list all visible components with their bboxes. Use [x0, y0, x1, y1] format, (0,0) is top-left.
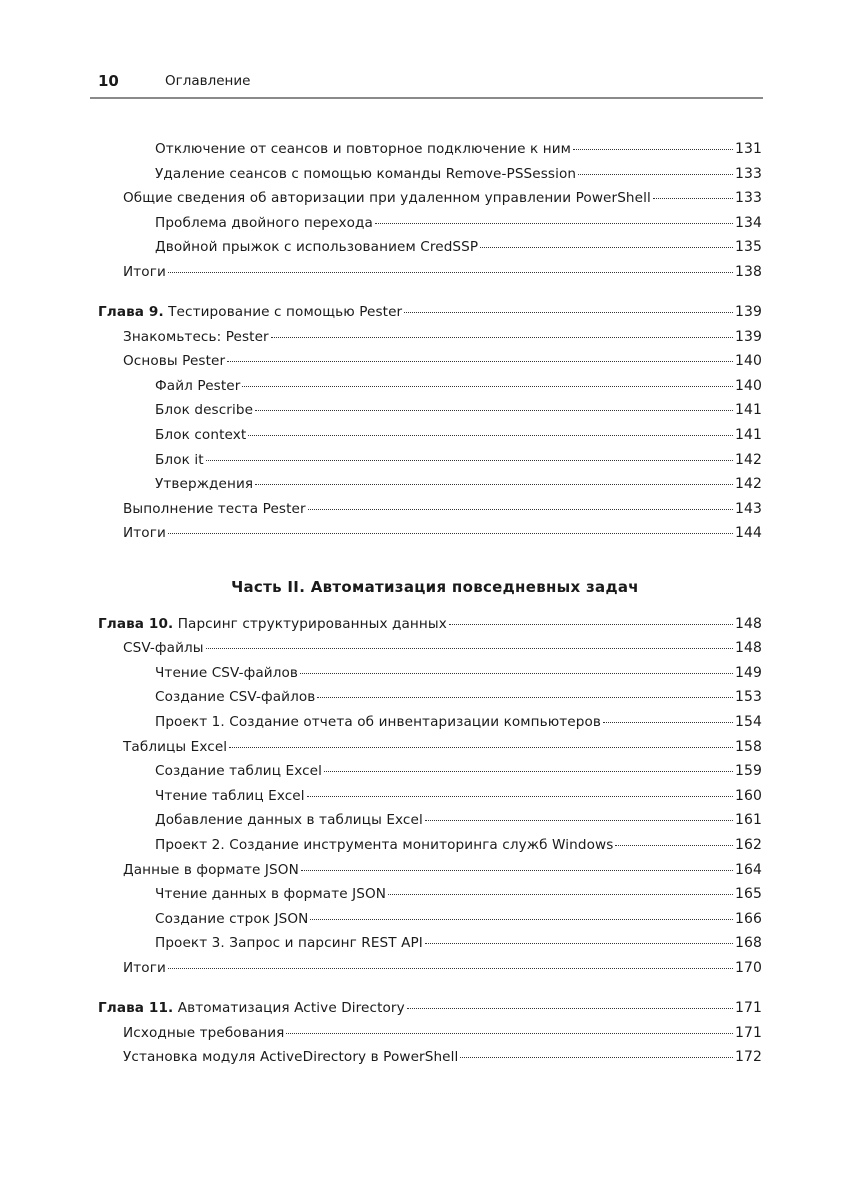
entry-page-number: 149 — [734, 664, 762, 681]
entry-title: CSV-файлы — [123, 640, 204, 657]
chapter-number: Глава 9. — [98, 304, 164, 321]
entry-page-number: 134 — [734, 214, 762, 231]
entry-label — [155, 763, 322, 779]
toc-entry[interactable] — [98, 812, 762, 837]
entry-page-number: 161 — [734, 812, 762, 829]
entry-title: Блок it — [155, 451, 204, 468]
entry-title: Блок describe — [155, 402, 254, 419]
entry-page-number: 142 — [734, 476, 762, 493]
entry-page-number: 162 — [734, 836, 762, 853]
entry-page-number: 143 — [734, 500, 762, 517]
entry-title: Общие сведения об авторизации при удаленном управлении PowerShell — [123, 190, 651, 207]
entry-label — [155, 378, 240, 394]
dot-leader — [227, 361, 733, 362]
toc-entry[interactable] — [98, 501, 762, 526]
dot-leader — [168, 968, 733, 969]
entry-page-number: 135 — [734, 239, 762, 256]
dot-leader — [603, 722, 733, 723]
dot-leader — [308, 509, 733, 510]
entry-label — [155, 665, 298, 681]
entry-label — [123, 525, 166, 541]
entry-page-number: 139 — [734, 304, 762, 321]
entry-title: Проект 2. Создание инструмента мониторинга служб Windows — [155, 836, 614, 853]
dot-leader — [460, 1057, 733, 1058]
entry-label — [123, 1025, 284, 1041]
entry-label — [155, 935, 423, 951]
dot-leader — [573, 149, 733, 150]
entry-page-number: 141 — [734, 402, 762, 419]
toc-entry[interactable] — [98, 911, 762, 936]
toc-entry[interactable] — [98, 166, 762, 191]
dot-leader — [242, 386, 733, 387]
entry-title: Таблицы Excel — [123, 738, 228, 755]
dot-leader — [300, 673, 733, 674]
entry-title: Создание CSV-файлов — [155, 689, 316, 706]
entry-title: Добавление данных в таблицы Excel — [155, 812, 423, 829]
toc-entry[interactable] — [98, 837, 762, 862]
toc-entry[interactable] — [98, 862, 762, 887]
entry-title: Чтение данных в формате JSON — [155, 886, 387, 903]
dot-leader — [578, 174, 733, 175]
toc-entry[interactable] — [98, 378, 762, 403]
entry-label — [155, 427, 246, 443]
entry-title: Итоги — [123, 525, 166, 542]
entry-label — [123, 640, 204, 656]
dot-leader — [307, 796, 733, 797]
dot-leader — [324, 771, 733, 772]
entry-title: Проблема двойного перехода — [155, 214, 373, 231]
toc-entry[interactable] — [98, 476, 762, 501]
toc-entry[interactable] — [98, 739, 762, 764]
entry-title: Проект 3. Запрос и парсинг REST API — [155, 935, 423, 952]
entry-page-number: 133 — [734, 165, 762, 182]
entry-label — [155, 215, 373, 231]
entry-title: Итоги — [123, 263, 166, 280]
entry-page-number: 160 — [734, 787, 762, 804]
entry-label — [155, 476, 253, 492]
dot-leader — [301, 870, 733, 871]
entry-label — [155, 689, 315, 705]
chapter-number: Глава 10. — [98, 615, 174, 632]
entry-page-number: 166 — [734, 910, 762, 927]
entry-title: Основы Pester — [123, 353, 226, 370]
entry-page-number: 153 — [734, 689, 762, 706]
toc-entry[interactable] — [98, 1025, 762, 1050]
toc-chapter-entry[interactable] — [98, 304, 762, 329]
toc-entry[interactable] — [98, 452, 762, 477]
entry-page-number: 171 — [734, 1024, 762, 1041]
toc-entry[interactable] — [98, 427, 762, 452]
toc-entry[interactable] — [98, 788, 762, 813]
toc-chapter-entry[interactable] — [98, 1000, 762, 1025]
toc-entry[interactable] — [98, 141, 762, 166]
toc-entry[interactable] — [98, 640, 762, 665]
entry-page-number: 139 — [734, 328, 762, 345]
entry-title: Тестирование с помощью Pester — [168, 304, 403, 321]
dot-leader — [653, 198, 733, 199]
toc-entry[interactable] — [98, 264, 762, 289]
dot-leader — [388, 894, 733, 895]
entry-page-number: 131 — [734, 141, 762, 157]
table-of-contents — [98, 141, 762, 1074]
entry-label — [123, 353, 225, 369]
entry-title: Удаление сеансов с помощью команды Remove-PSSession — [155, 165, 577, 182]
entry-label — [123, 264, 166, 280]
entry-label — [123, 960, 166, 976]
entry-label — [123, 501, 306, 517]
entry-title: Чтение CSV-файлов — [155, 664, 299, 681]
toc-entry[interactable] — [98, 190, 762, 215]
entry-label — [155, 452, 204, 468]
entry-page-number: 154 — [734, 713, 762, 730]
entry-label — [123, 190, 651, 206]
entry-title: Итоги — [123, 959, 166, 976]
dot-leader — [615, 845, 733, 846]
entry-page-number: 141 — [734, 427, 762, 444]
entry-label — [123, 329, 269, 345]
entry-page-number: 133 — [734, 190, 762, 207]
dot-leader — [271, 337, 733, 338]
entry-title: Создание строк JSON — [155, 910, 309, 927]
running-header — [98, 72, 762, 92]
toc-entry[interactable] — [98, 935, 762, 960]
entry-title: Чтение таблиц Excel — [155, 787, 305, 804]
toc-entry[interactable] — [98, 525, 762, 550]
dot-leader — [317, 697, 733, 698]
dot-leader — [206, 648, 733, 649]
entry-title: Блок context — [155, 427, 247, 444]
entry-label — [155, 812, 423, 828]
entry-title: Создание таблиц Excel — [155, 763, 323, 780]
entry-label — [123, 862, 299, 878]
part-heading: Часть II. Автоматизация повседневных задач — [231, 578, 639, 596]
entry-title: Файл Pester — [155, 377, 241, 394]
entry-page-number: 172 — [734, 1049, 762, 1066]
dot-leader — [404, 312, 733, 313]
entry-title: Данные в формате JSON — [123, 861, 299, 878]
entry-page-number: 170 — [734, 959, 762, 976]
entry-page-number: 138 — [734, 263, 762, 280]
dot-leader — [286, 1033, 733, 1034]
entry-page-number: 140 — [734, 377, 762, 394]
entry-label — [155, 788, 305, 804]
dot-leader — [168, 272, 733, 273]
toc-entry[interactable] — [98, 763, 762, 788]
entry-title: Утверждения — [155, 476, 254, 493]
dot-leader — [310, 919, 733, 920]
dot-leader — [255, 410, 733, 411]
entry-title: Автоматизация Active Directory — [177, 1000, 405, 1016]
entry-title: Знакомьтесь: Pester — [123, 328, 269, 345]
entry-label — [155, 837, 613, 853]
entry-page-number: 171 — [734, 1000, 762, 1016]
entry-label — [155, 886, 386, 902]
entry-label — [98, 1000, 405, 1016]
dot-leader — [425, 820, 733, 821]
entry-title: Исходные требования — [123, 1024, 285, 1041]
dot-leader — [255, 484, 733, 485]
entry-label — [155, 911, 308, 927]
entry-label — [155, 239, 478, 255]
toc-entry[interactable] — [98, 402, 762, 427]
entry-title: Выполнение теста Pester — [123, 500, 306, 517]
toc-entry[interactable] — [98, 689, 762, 714]
entry-page-number: 140 — [734, 353, 762, 370]
entry-page-number: 165 — [734, 886, 762, 903]
page-number: 10 — [98, 72, 119, 90]
toc-entry[interactable] — [98, 665, 762, 690]
toc-entry[interactable] — [98, 239, 762, 264]
entry-page-number: 148 — [734, 640, 762, 657]
entry-page-number: 168 — [734, 935, 762, 952]
entry-page-number: 159 — [734, 763, 762, 780]
toc-entry[interactable] — [98, 714, 762, 739]
toc-entry[interactable] — [98, 329, 762, 354]
chapter-number: Глава 11. — [98, 1000, 174, 1016]
dot-leader — [425, 943, 733, 944]
entry-title: Установка модуля ActiveDirectory в PowerShell — [123, 1049, 459, 1066]
dot-leader — [206, 460, 733, 461]
entry-title: Двойной прыжок с использованием CredSSP — [155, 239, 479, 256]
dot-leader — [449, 624, 733, 625]
entry-label — [155, 402, 253, 418]
entry-label — [155, 166, 576, 182]
dot-leader — [229, 747, 733, 748]
entry-page-number: 148 — [734, 615, 762, 632]
toc-entry[interactable] — [98, 1049, 762, 1074]
dot-leader — [480, 247, 733, 248]
toc-entry[interactable] — [98, 215, 762, 240]
entry-title: Отключение от сеансов и повторное подключение к ним — [155, 141, 571, 157]
toc-entry[interactable] — [98, 886, 762, 911]
dot-leader — [168, 533, 733, 534]
entry-page-number: 142 — [734, 451, 762, 468]
entry-label — [155, 714, 601, 730]
entry-page-number: 144 — [734, 525, 762, 542]
entry-title: Парсинг структурированных данных — [177, 615, 447, 632]
toc-chapter-entry[interactable] — [98, 616, 762, 641]
header-rule — [90, 97, 763, 99]
toc-entry[interactable] — [98, 353, 762, 378]
entry-label — [98, 616, 447, 632]
dot-leader — [375, 223, 733, 224]
entry-page-number: 158 — [734, 738, 762, 755]
entry-label — [155, 141, 571, 157]
dot-leader — [407, 1008, 733, 1009]
entry-title: Проект 1. Создание отчета об инвентаризации компьютеров — [155, 713, 602, 730]
entry-label — [123, 739, 227, 755]
toc-entry[interactable] — [98, 960, 762, 985]
entry-page-number: 164 — [734, 861, 762, 878]
running-title: Оглавление — [165, 73, 251, 89]
entry-label — [98, 304, 402, 320]
entry-label — [123, 1049, 458, 1065]
dot-leader — [248, 435, 733, 436]
